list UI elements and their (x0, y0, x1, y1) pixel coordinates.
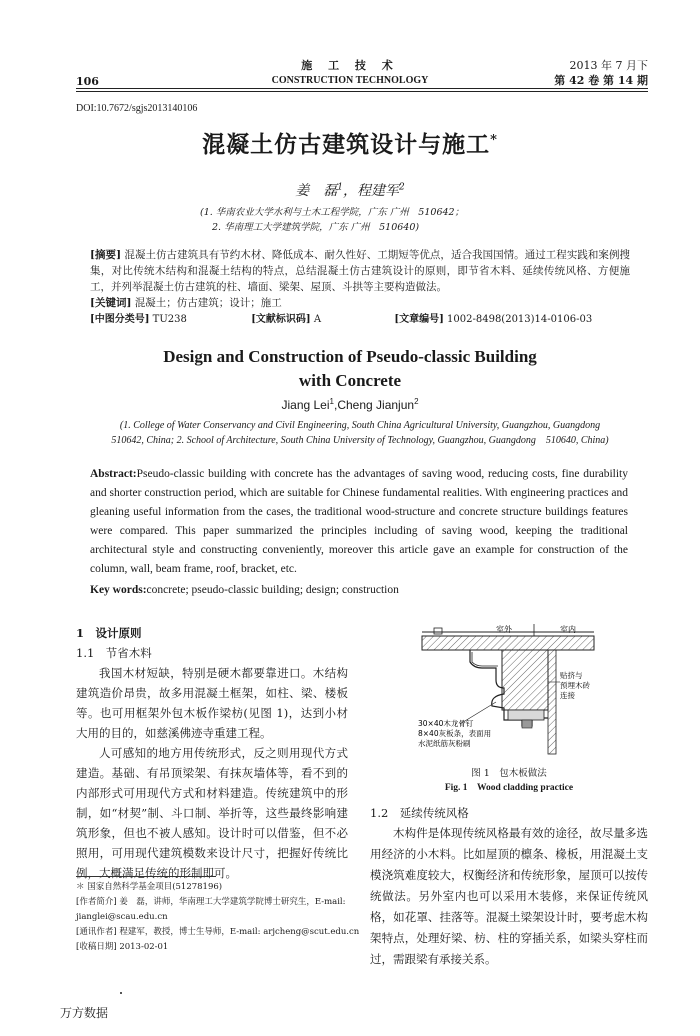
annotation-left-3: 水泥纸筋灰粉刷 (418, 739, 471, 748)
body-left-column (76, 623, 348, 883)
author-cn-sep: ， (343, 183, 357, 199)
footnotes (76, 880, 360, 955)
affiliations-en (60, 418, 660, 448)
section-1-1-heading: 1.1 节省木料 (76, 646, 152, 660)
footnote-corresponding: [通讯作者] 程建军，教授，博士生导师，E-mail: arjcheng@scut.edu.cn (76, 927, 360, 937)
affiliation-cn-1: (1. 华南农业大学水利与土木工程学院，广东 广州 510642； (200, 207, 465, 218)
clc-label: [中图分类号] (90, 314, 150, 325)
clc-value: TU238 (152, 314, 187, 325)
abstract-en-label: Abstract: (90, 468, 137, 480)
authors-en (0, 397, 700, 412)
title-footnote-mark: * (490, 132, 498, 148)
section-1-2-para-1: 木构件是体现传统风格最有效的途径，故尽量多选用经济的小木料。比如屋顶的檩条、椽板，用混凝土支模浇筑难度较大，权衡经济和传统形象，屋顶可以按传统做法。另外室内也可以采用木装修，来保证传统风格，如花罩、挂落等。混凝土梁架设计时，要考虑木构架特点，处理好梁、枋、柱的穿插关系，如梁头穿柱而过，需跟梁有承接关系。 (370, 826, 648, 966)
author-en-1-sup: 1 (329, 397, 334, 406)
body-right-column (370, 803, 648, 970)
issue-info (554, 58, 648, 88)
abstract-en (90, 465, 628, 579)
footnote-author: [作者简介] 姜 磊，讲师，华南理工大学建筑学院博士研究生，E-mail: jianglei@scau.edu.cn (76, 897, 346, 922)
section-1-heading: 1 设计原则 (76, 626, 142, 640)
affiliation-cn-2: 2. 华南理工大学建筑学院，广东 广州 510640) (212, 222, 420, 233)
wood-cladding-diagram (412, 622, 604, 764)
beam-hatch (502, 650, 548, 710)
author-cn-1-sup: 1 (337, 182, 343, 193)
figure-1-caption (370, 766, 648, 796)
classification-info (90, 310, 650, 325)
figure-1-caption-en: Fig. 1 Wood cladding practice (444, 783, 574, 793)
annotation-left-2: 8×40灰板条，表面用 (418, 729, 492, 738)
watermark: 万方数据 (60, 1006, 109, 1020)
annotation-right-3: 连接 (560, 691, 575, 700)
author-en-1: Jiang Lei (281, 398, 330, 412)
article-no-value: 1002-8498(2013)14-0106-03 (447, 314, 593, 325)
keywords-en-text: concrete; pseudo-classic building; design; construction (146, 584, 399, 596)
doi: DOI:10.7672/sgjs2013140106 (76, 103, 198, 114)
abstract-cn (90, 247, 630, 311)
title-en-line2: with Concrete (298, 371, 402, 390)
author-en-2: Cheng Jianjun (337, 398, 415, 412)
slab-hatch (422, 636, 594, 650)
footnote-funding: ＊ 国家自然科学基金项目(51278196) (76, 882, 223, 892)
label-indoor: 室内 (560, 625, 576, 634)
section-1-2-heading: 1.2 延续传统风格 (370, 806, 469, 820)
annotation-right-1: 贴挤与 (560, 671, 583, 680)
section-1-1-para-1: 我国木材短缺，特别是硬木都要靠进口。木结构建筑造价昂贵，故多用混凝土框架，如柱、梁、楼板等。也可用框架外包木板作梁枋(见图 1)，达到小材大用的目的，如慈溪佛迹寺重建工程。 (76, 666, 348, 740)
authors-cn (0, 180, 700, 200)
label-outdoor: 室外 (496, 625, 512, 634)
doc-code-value: A (313, 314, 322, 325)
footnote-received: [收稿日期] 2013-02-01 (76, 942, 169, 952)
author-cn-1: 姜 磊 (295, 183, 338, 199)
author-cn-2: 程建军 (357, 183, 399, 199)
title-en-line1: Design and Construction of Pseudo-classic Building (163, 347, 537, 366)
issue-date: 2013 年 7 月下 (569, 59, 648, 72)
annotation-left-1: 30×40木龙骨钉 (418, 719, 474, 728)
abstract-cn-label: [摘要] (90, 249, 122, 261)
author-cn-2-sup: 2 (399, 182, 405, 193)
affiliations-cn (200, 205, 464, 235)
keywords-cn-label: [关键词] (90, 297, 132, 309)
title-cn-text: 混凝土仿古建筑设计与施工 (202, 131, 491, 158)
keywords-en-label: Key words: (90, 584, 147, 596)
author-en-sep: , (333, 398, 338, 412)
abstract-en-text: Pseudo-classic building with concrete has the advantages of saving wood, reducing costs, fine durability and shorter construction period, which are suitable for Chinese fundamental realities. With engineering practices and gleaning useful information from the cases, the traditional wood-structure and concrete structure buildings features were compared. This paper summarized the principles including of saving wood, keeping the traditional architectural style and constructing conveniently, moreover this article gave an example for construction of the column, wall, beam frame, roof, bracket, etc. (90, 468, 628, 575)
article-no-label: [文章编号] (394, 314, 444, 325)
header-rule (76, 88, 648, 92)
volume-issue: 第 42 卷 第 14 期 (554, 74, 648, 87)
doc-code-label: [文献标识码] (251, 314, 311, 325)
affiliation-en-line1: (1. College of Water Conservancy and Civil Engineering, South China Agricultural University, Guangzhou, Guangdong (119, 420, 601, 431)
affiliation-en-line2: 510642, China; 2. School of Architecture, South China University of Technology, Guangzhou, Guangdong 510640, China) (111, 435, 609, 446)
title-cn (0, 126, 700, 159)
section-1-1-para-2: 人可感知的地方用传统形式，反之则用现代方式建造。基础、有吊顶梁架、有抹灰墙体等，看不到的内部形式可用现代方式和材料建造。传统建筑中的形制，如“材契”制、斗口制、举折等，这些最终影响建筑形象，但也不被人感知。设计时可以借鉴，但不必照用，可用现代建筑模数来设计尺寸，把握好传统比例，大概满足传统的形制即可。 (76, 746, 348, 880)
figure-1-caption-cn: 图 1 包木板做法 (471, 768, 547, 779)
page-number: 106 (76, 75, 99, 88)
title-en (0, 345, 700, 393)
journal-name-cn: 施 工 技 术 (301, 59, 399, 72)
annotation-right-2: 预埋木砖 (560, 681, 590, 690)
keywords-cn-text: 混凝土；仿古建筑；设计；施工 (134, 297, 282, 309)
journal-name-en: CONSTRUCTION TECHNOLOGY (271, 75, 429, 86)
abstract-cn-text: 混凝土仿古建筑具有节约木材、降低成本、耐久性好、工期短等优点，适合我国国情。通过工程实践和案例搜集，对比传统木结构和混凝土结构的特点，总结混凝土仿古建筑设计的原则，即节省木料、延续传统风格、方便施工，并列举混凝土仿古建筑的柱、墙面、梁架、屋顶、斗拱等主要构造做法。 (90, 249, 631, 293)
keywords-en (90, 584, 628, 596)
scan-speck (120, 992, 122, 994)
figure-1 (412, 622, 604, 764)
author-en-2-sup: 2 (414, 397, 419, 406)
footnote-rule (76, 876, 216, 877)
